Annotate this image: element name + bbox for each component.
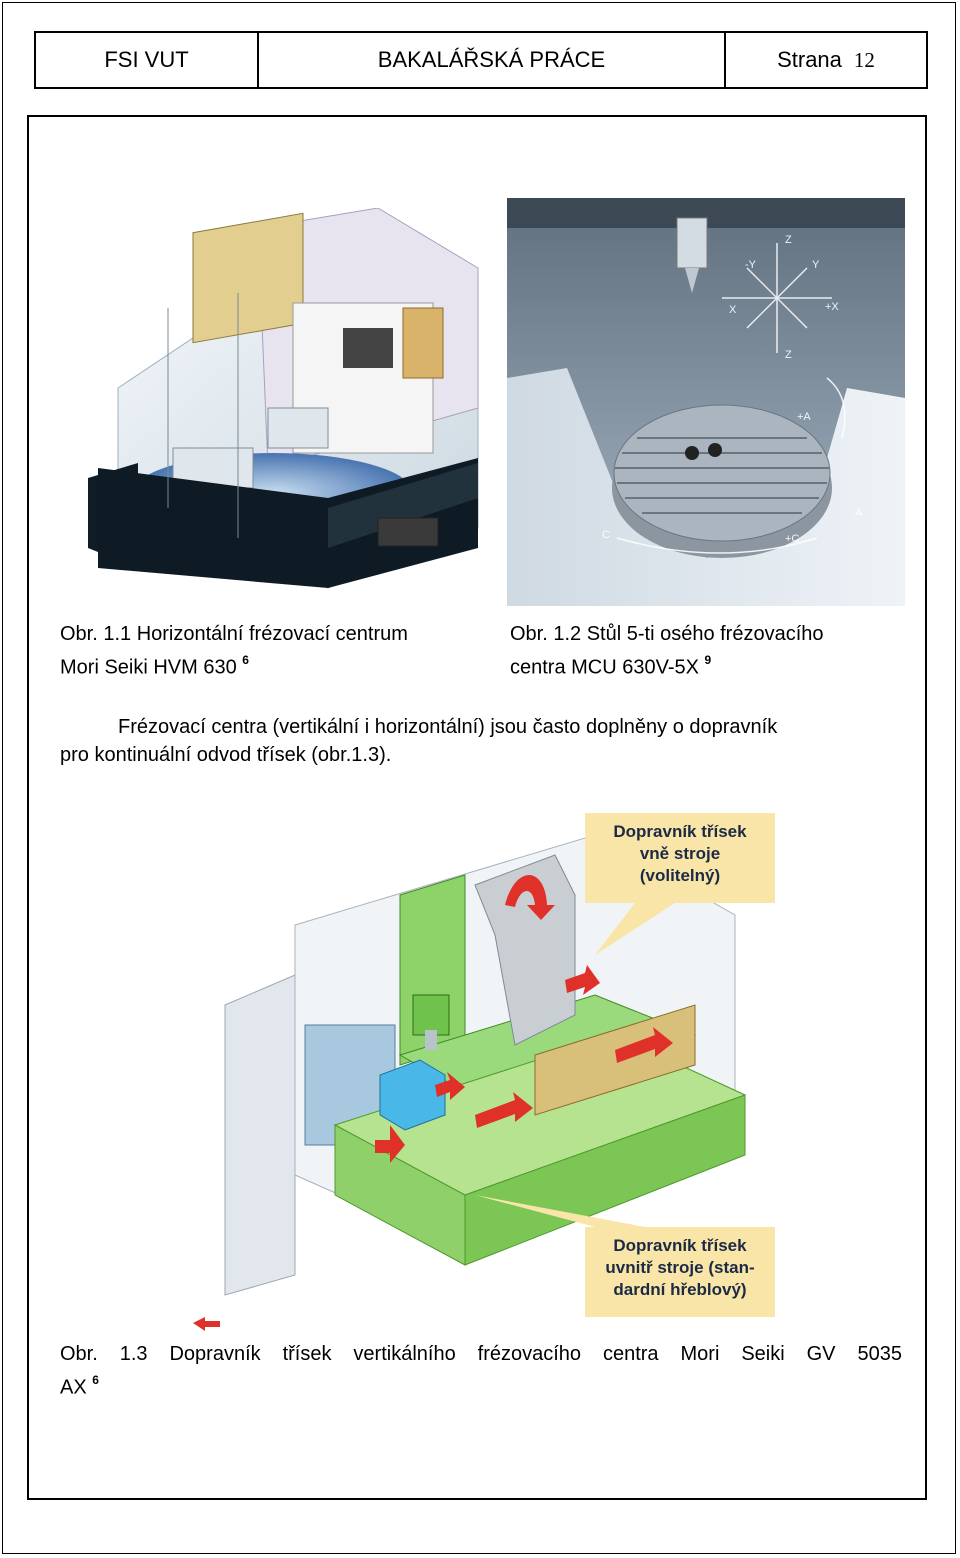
figure-1-3-caption: [60, 1340, 902, 1402]
caption-word: frézovacího: [477, 1343, 582, 1365]
callout-line: Dopravník třísek: [613, 1236, 747, 1255]
figure-chip-conveyor: [175, 795, 785, 1337]
caption-line: [60, 648, 408, 682]
axis-label: Y: [812, 259, 820, 271]
caption-line: [60, 1340, 902, 1368]
axis-label: -Y: [745, 259, 756, 271]
caption-word: GV: [806, 1343, 836, 1365]
figure-horizontal-machining-center: [78, 208, 481, 618]
caption-word: Dopravník: [169, 1343, 261, 1365]
caption-word: Mori: [680, 1343, 720, 1365]
chip-conveyor-illustration: [175, 795, 785, 1337]
figure-1-1-caption: [60, 620, 408, 682]
callout-line: uvnitř stroje (stan-: [605, 1258, 755, 1277]
caption-text: AX: [60, 1376, 87, 1399]
header-document-type: BAKALÁŘSKÁ PRÁCE: [259, 33, 726, 87]
reference-number: 6: [92, 1373, 99, 1387]
header-institution: FSI VUT: [36, 33, 259, 87]
callout-line: dardní hřeblový): [613, 1280, 747, 1299]
machine-illustration-hvm630: [78, 208, 481, 618]
axis-label: C: [602, 529, 610, 541]
caption-word: Obr.: [60, 1343, 98, 1365]
caption-text: Mori Seiki HVM 630: [60, 656, 237, 679]
axis-label: Z: [785, 234, 792, 246]
axis-label: Z: [785, 349, 792, 361]
caption-line: [60, 1368, 902, 1402]
axis-label: +A: [797, 411, 811, 423]
caption-word: Seiki: [741, 1343, 785, 1365]
paragraph-text: Frézovací centra (vertikální i horizontální) jsou často doplněny o dopravník: [118, 716, 778, 738]
caption-text: centra MCU 630V-5X: [510, 656, 699, 679]
caption-word: třísek: [282, 1343, 332, 1365]
table-illustration-mcu630v5x: [507, 198, 905, 606]
caption-word: vertikálního: [353, 1343, 456, 1365]
figure-1-2-caption: [510, 620, 824, 682]
page-header: [34, 31, 928, 89]
axis-label: +X: [825, 301, 839, 313]
axis-label: +C: [785, 533, 800, 545]
header-page: [726, 33, 926, 87]
caption-line: [510, 648, 824, 682]
header-page-number: 12: [853, 47, 875, 72]
header-page-label: Strana: [777, 47, 842, 72]
reference-number: 9: [704, 653, 712, 667]
figure-5-axis-table: [507, 198, 905, 606]
callout-bottom-label: [605, 1236, 754, 1299]
paragraph-line: [60, 713, 905, 741]
caption-word: 1.3: [119, 1343, 148, 1365]
callout-line: (volitelný): [639, 866, 721, 885]
callout-line: Dopravník třísek: [613, 822, 747, 841]
axis-label: X: [729, 304, 737, 316]
caption-word: centra: [602, 1343, 659, 1365]
axis-label: A: [855, 507, 863, 519]
reference-number: 6: [242, 653, 249, 667]
caption-line: Obr. 1.2 Stůl 5-ti osého frézovacího: [510, 623, 824, 645]
caption-line: Obr. 1.1 Horizontální frézovací centrum: [60, 623, 408, 645]
caption-word: 5035: [857, 1343, 902, 1365]
callout-line: vně stroje: [639, 844, 721, 863]
body-paragraph: [60, 713, 905, 769]
paragraph-line: pro kontinuální odvod třísek (obr.1.3).: [60, 744, 392, 766]
